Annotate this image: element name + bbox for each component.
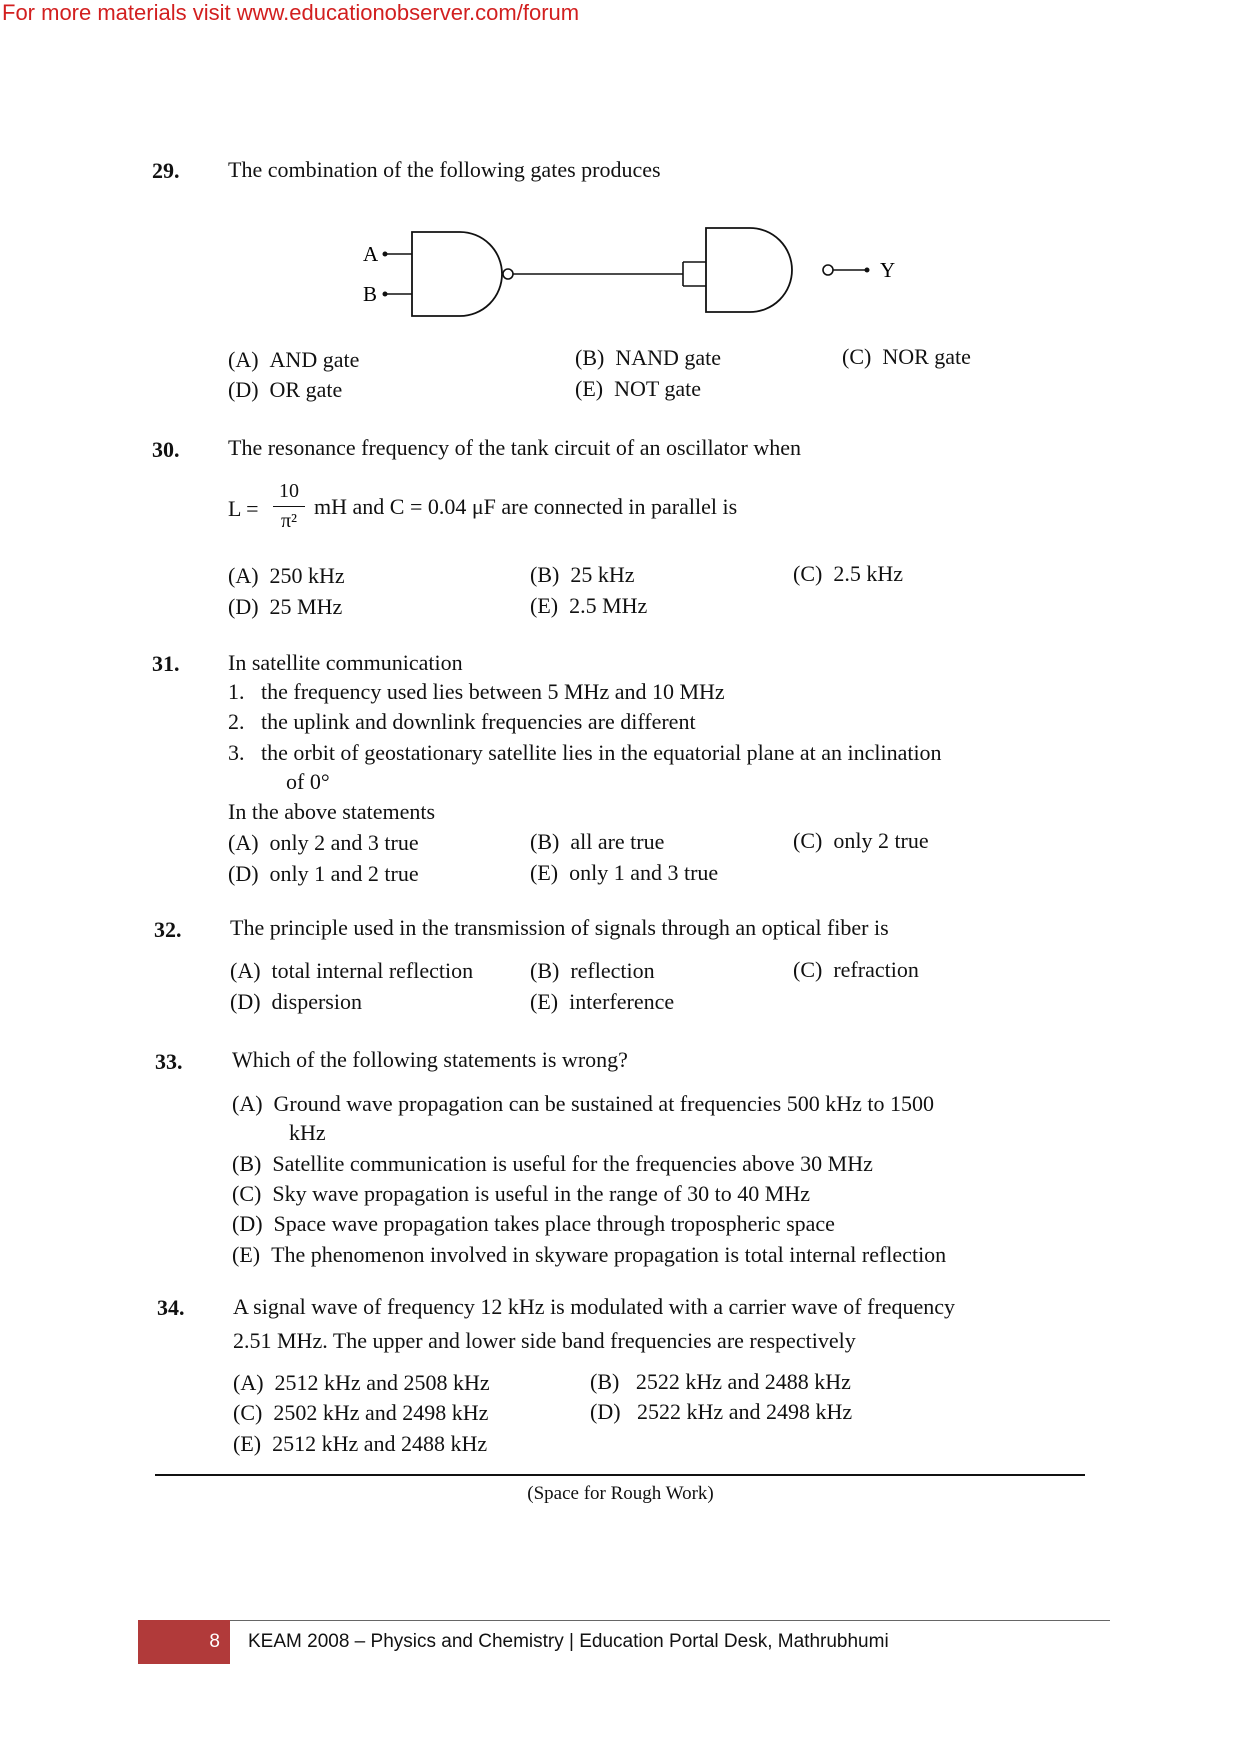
question-text: The principle used in the transmission of signals through an optical fiber is — [230, 915, 889, 940]
option-a[interactable]: (A) only 2 and 3 true — [228, 830, 419, 855]
question-text: The resonance frequency of the tank circuit of an oscillator when — [228, 435, 801, 460]
footer-divider — [230, 1620, 1110, 1621]
option-e[interactable]: (E) NOT gate — [575, 376, 702, 401]
option-b[interactable]: (B) reflection — [530, 958, 655, 983]
logic-gate-diagram — [350, 222, 910, 317]
question-text-line1: A signal wave of frequency 12 kHz is modulated with a carrier wave of frequency — [233, 1294, 956, 1319]
question-number: 32. — [154, 917, 182, 942]
option-a[interactable]: (A) Ground wave propagation can be sustained at frequencies 500 kHz to 1500 — [232, 1091, 934, 1116]
option-d[interactable]: (D) 25 MHz — [228, 594, 343, 619]
option-a[interactable]: (A) 250 kHz — [228, 563, 345, 588]
option-d[interactable]: (D) OR gate — [228, 377, 343, 402]
input-a-label: A — [363, 242, 379, 266]
question-number: 34. — [157, 1295, 185, 1320]
option-a-continued: kHz — [289, 1120, 326, 1145]
option-e[interactable]: (E) The phenomenon involved in skyware propagation is total internal reflection — [232, 1242, 947, 1267]
option-e[interactable]: (E) only 1 and 3 true — [530, 860, 719, 885]
question-prompt: In the above statements — [228, 799, 436, 824]
option-d[interactable]: (D) only 1 and 2 true — [228, 861, 419, 886]
option-e[interactable]: (E) 2512 kHz and 2488 kHz — [233, 1431, 488, 1456]
question-text: Which of the following statements is wrong? — [232, 1047, 628, 1072]
option-a[interactable]: (A) total internal reflection — [230, 958, 474, 983]
option-a[interactable]: (A) 2512 kHz and 2508 kHz — [233, 1370, 490, 1395]
option-e[interactable]: (E) interference — [530, 989, 675, 1014]
option-b[interactable]: (B) 2522 kHz and 2488 kHz — [590, 1369, 851, 1394]
option-d[interactable]: (D) dispersion — [230, 989, 362, 1014]
nand-gate-2 — [706, 228, 792, 312]
formula-lhs: L = — [228, 496, 259, 521]
option-d[interactable]: (D) Space wave propagation takes place through tropospheric space — [232, 1211, 835, 1236]
statement-3-continued: of 0° — [286, 769, 330, 794]
fraction-numerator: 10 — [279, 480, 299, 502]
option-c[interactable]: (C) only 2 true — [793, 828, 929, 853]
fraction-bar — [273, 506, 305, 507]
fraction-denominator: π² — [280, 510, 298, 532]
option-d[interactable]: (D) 2522 kHz and 2498 kHz — [590, 1399, 853, 1424]
divider — [155, 1474, 1085, 1476]
option-c[interactable]: (C) Sky wave propagation is useful in the range of 30 to 40 MHz — [232, 1181, 810, 1206]
question-number: 29. — [152, 158, 180, 183]
formula-rest: mH and C = 0.04 μF are connected in parallel is — [314, 494, 738, 519]
output-y-label: Y — [880, 258, 896, 282]
nand-gate-1 — [412, 232, 502, 316]
question-number: 30. — [152, 437, 180, 462]
input-b-label: B — [363, 282, 378, 306]
question-text-line2: 2.51 MHz. The upper and lower side band frequencies are respectively — [233, 1328, 856, 1353]
option-b[interactable]: (B) Satellite communication is useful for the frequencies above 30 MHz — [232, 1151, 873, 1176]
footer-text: KEAM 2008 – Physics and Chemistry | Education Portal Desk, Mathrubhumi — [248, 1631, 889, 1652]
statement-3: 3. the orbit of geostationary satellite lies in the equatorial plane at an inclination — [228, 740, 942, 765]
option-c[interactable]: (C) 2502 kHz and 2498 kHz — [233, 1400, 489, 1425]
option-a[interactable]: (A) AND gate — [228, 347, 360, 372]
rough-work-label: (Space for Rough Work) — [527, 1483, 714, 1504]
statement-1: 1. the frequency used lies between 5 MHz and 10 MHz — [228, 679, 725, 704]
option-c[interactable]: (C) NOR gate — [842, 344, 971, 369]
option-c[interactable]: (C) 2.5 kHz — [793, 561, 903, 586]
statement-2: 2. the uplink and downlink frequencies are different — [228, 709, 696, 734]
page-number: 8 — [138, 1620, 230, 1664]
header-link[interactable]: For more materials visit www.educationobserver.com/forum — [2, 0, 580, 25]
option-b[interactable]: (B) 25 kHz — [530, 562, 635, 587]
question-text: The combination of the following gates produces — [228, 157, 661, 182]
option-b[interactable]: (B) NAND gate — [575, 345, 722, 370]
option-b[interactable]: (B) all are true — [530, 829, 665, 854]
question-number: 33. — [155, 1049, 183, 1074]
question-number: 31. — [152, 651, 180, 676]
question-text: In satellite communication — [228, 650, 463, 675]
option-c[interactable]: (C) refraction — [793, 957, 919, 982]
option-e[interactable]: (E) 2.5 MHz — [530, 593, 648, 618]
